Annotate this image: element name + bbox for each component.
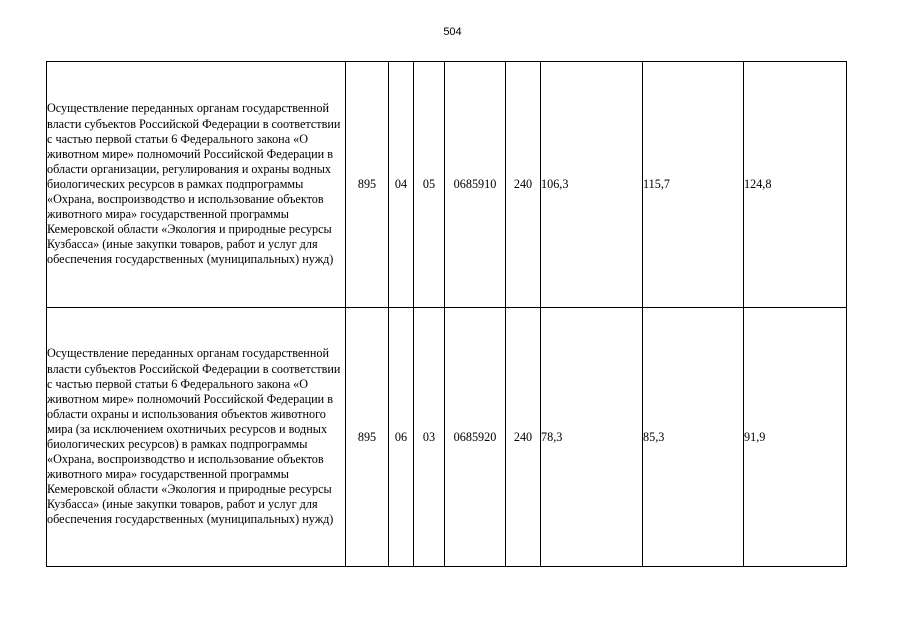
amount-year-3: 91,9 [744,308,847,567]
amount-year-1: 78,3 [541,308,643,567]
amount-year-2: 85,3 [643,308,744,567]
expense-type-code: 240 [506,62,541,308]
ministry-code: 895 [346,308,389,567]
subsection-code: 03 [414,308,445,567]
page-number: 504 [443,26,462,38]
target-article-code: 0685920 [445,308,506,567]
amount-year-2: 115,7 [643,62,744,308]
subsection-code: 05 [414,62,445,308]
section-code: 04 [389,62,414,308]
ministry-code: 895 [346,62,389,308]
target-article-code: 0685910 [445,62,506,308]
section-code: 06 [389,308,414,567]
expense-type-code: 240 [506,308,541,567]
table-row [47,308,847,567]
amount-year-1: 106,3 [541,62,643,308]
table-row [47,62,847,308]
budget-table [46,61,847,567]
row-description: Осуществление переданных органам государственной власти субъектов Российской Федерации в соответствии с частью первой статьи 6 Федерального закона «О животном мире» полномочий Российской Федерации в области организации, регулирования и охраны водных биологических ресурсов в рамках подпрограммы «Охрана, воспроизводство и использование объектов животного мира» государственной программы Кемеровской области «Экология и природные ресурсы Кузбасса» (иные закупки товаров, работ и услуг для обеспечения государственных (муниципальных) нужд) [47,62,346,308]
row-description: Осуществление переданных органам государственной власти субъектов Российской Федерации в соответствии с частью первой статьи 6 Федерального закона «О животном мире» полномочий Российской Федерации в области охраны и использования объектов животного мира (за исключением охотничьих ресурсов и водных биологических ресурсов) в рамках подпрограммы «Охрана, воспроизводство и использование объектов животного мира» государственной программы Кемеровской области «Экология и природные ресурсы Кузбасса» (иные закупки товаров, работ и услуг для обеспечения государственных (муниципальных) нужд) [47,308,346,567]
amount-year-3: 124,8 [744,62,847,308]
